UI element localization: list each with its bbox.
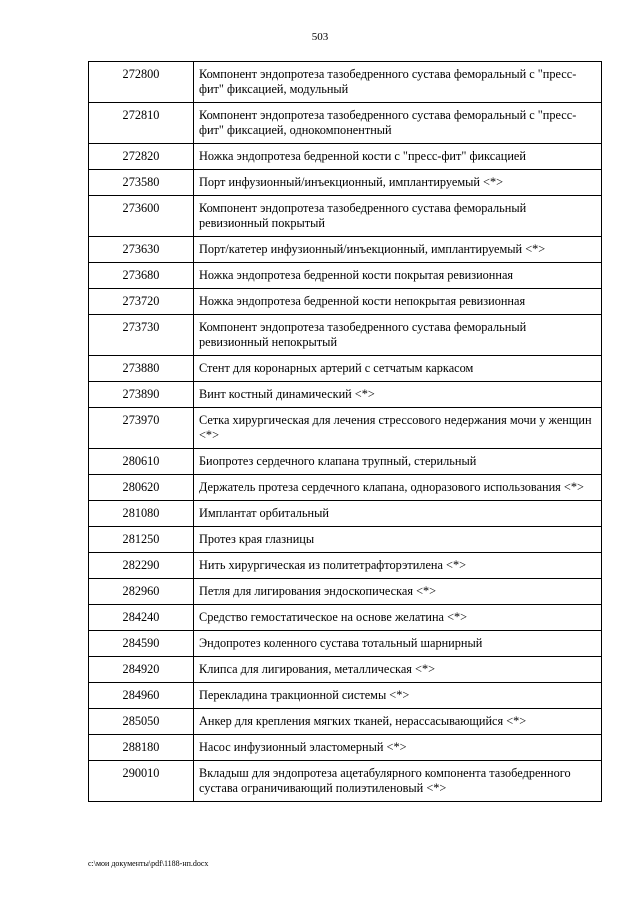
table-row	[89, 289, 602, 315]
table-row	[89, 315, 602, 356]
row-code: 281250	[89, 527, 194, 553]
row-name: Имплантат орбитальный	[194, 501, 602, 527]
footer-file-path: c:\мои документы\pdf\1188-нп.docx	[88, 859, 209, 868]
row-name: Винт костный динамический <*>	[194, 382, 602, 408]
table-row	[89, 144, 602, 170]
row-code: 272810	[89, 103, 194, 144]
row-code: 280620	[89, 475, 194, 501]
row-name: Средство гемостатическое на основе желатина <*>	[194, 605, 602, 631]
table-row	[89, 501, 602, 527]
row-name: Компонент эндопротеза тазобедренного сустава феморальный с "пресс-фит" фиксацией, модульный	[194, 62, 602, 103]
row-name: Петля для лигирования эндоскопическая <*>	[194, 579, 602, 605]
table-row	[89, 170, 602, 196]
row-code: 288180	[89, 735, 194, 761]
row-code: 284920	[89, 657, 194, 683]
table-row	[89, 709, 602, 735]
table-row	[89, 553, 602, 579]
row-name: Биопротез сердечного клапана трупный, стерильный	[194, 449, 602, 475]
row-name: Перекладина тракционной системы <*>	[194, 683, 602, 709]
row-name: Протез края глазницы	[194, 527, 602, 553]
row-code: 273680	[89, 263, 194, 289]
row-name: Вкладыш для эндопротеза ацетабулярного компонента тазобедренного сустава ограничивающий полиэтиленовый <*>	[194, 761, 602, 802]
row-name: Клипса для лигирования, металлическая <*>	[194, 657, 602, 683]
row-code: 273630	[89, 237, 194, 263]
row-code: 273600	[89, 196, 194, 237]
row-name: Нить хирургическая из политетрафторэтилена <*>	[194, 553, 602, 579]
table-row	[89, 62, 602, 103]
row-code: 282960	[89, 579, 194, 605]
row-code: 273970	[89, 408, 194, 449]
page-number: 503	[311, 31, 329, 43]
table-row	[89, 657, 602, 683]
table-row	[89, 263, 602, 289]
row-code: 273720	[89, 289, 194, 315]
row-name: Ножка эндопротеза бедренной кости с "пресс-фит" фиксацией	[194, 144, 602, 170]
table-row	[89, 408, 602, 449]
table-row	[89, 761, 602, 802]
table-row	[89, 103, 602, 144]
row-name: Порт инфузионный/инъекционный, имплантируемый <*>	[194, 170, 602, 196]
table-row	[89, 527, 602, 553]
row-name: Сетка хирургическая для лечения стрессового недержания мочи у женщин <*>	[194, 408, 602, 449]
row-name: Стент для коронарных артерий с сетчатым каркасом	[194, 356, 602, 382]
row-code: 284590	[89, 631, 194, 657]
table-row	[89, 475, 602, 501]
row-code: 273890	[89, 382, 194, 408]
table-body	[89, 62, 602, 802]
row-name: Держатель протеза сердечного клапана, одноразового использования <*>	[194, 475, 602, 501]
table-row	[89, 605, 602, 631]
table-row	[89, 356, 602, 382]
row-name: Анкер для крепления мягких тканей, нерассасывающийся <*>	[194, 709, 602, 735]
table-row	[89, 196, 602, 237]
row-name: Ножка эндопротеза бедренной кости непокрытая ревизионная	[194, 289, 602, 315]
table-row	[89, 579, 602, 605]
row-code: 280610	[89, 449, 194, 475]
row-name: Ножка эндопротеза бедренной кости покрытая ревизионная	[194, 263, 602, 289]
device-codes-table	[88, 61, 602, 802]
table-row	[89, 237, 602, 263]
row-code: 284240	[89, 605, 194, 631]
row-code: 285050	[89, 709, 194, 735]
row-name: Порт/катетер инфузионный/инъекционный, имплантируемый <*>	[194, 237, 602, 263]
row-code: 273730	[89, 315, 194, 356]
row-code: 281080	[89, 501, 194, 527]
table-row	[89, 631, 602, 657]
table-row	[89, 683, 602, 709]
row-name: Компонент эндопротеза тазобедренного сустава феморальный с "пресс-фит" фиксацией, однокомпонентный	[194, 103, 602, 144]
row-code: 282290	[89, 553, 194, 579]
row-code: 273880	[89, 356, 194, 382]
row-name: Компонент эндопротеза тазобедренного сустава феморальный ревизионный непокрытый	[194, 315, 602, 356]
row-code: 273580	[89, 170, 194, 196]
table-row	[89, 735, 602, 761]
row-name: Насос инфузионный эластомерный <*>	[194, 735, 602, 761]
row-code: 284960	[89, 683, 194, 709]
row-code: 272800	[89, 62, 194, 103]
table-row	[89, 449, 602, 475]
row-code: 272820	[89, 144, 194, 170]
row-code: 290010	[89, 761, 194, 802]
row-name: Компонент эндопротеза тазобедренного сустава феморальный ревизионный покрытый	[194, 196, 602, 237]
table-row	[89, 382, 602, 408]
row-name: Эндопротез коленного сустава тотальный шарнирный	[194, 631, 602, 657]
